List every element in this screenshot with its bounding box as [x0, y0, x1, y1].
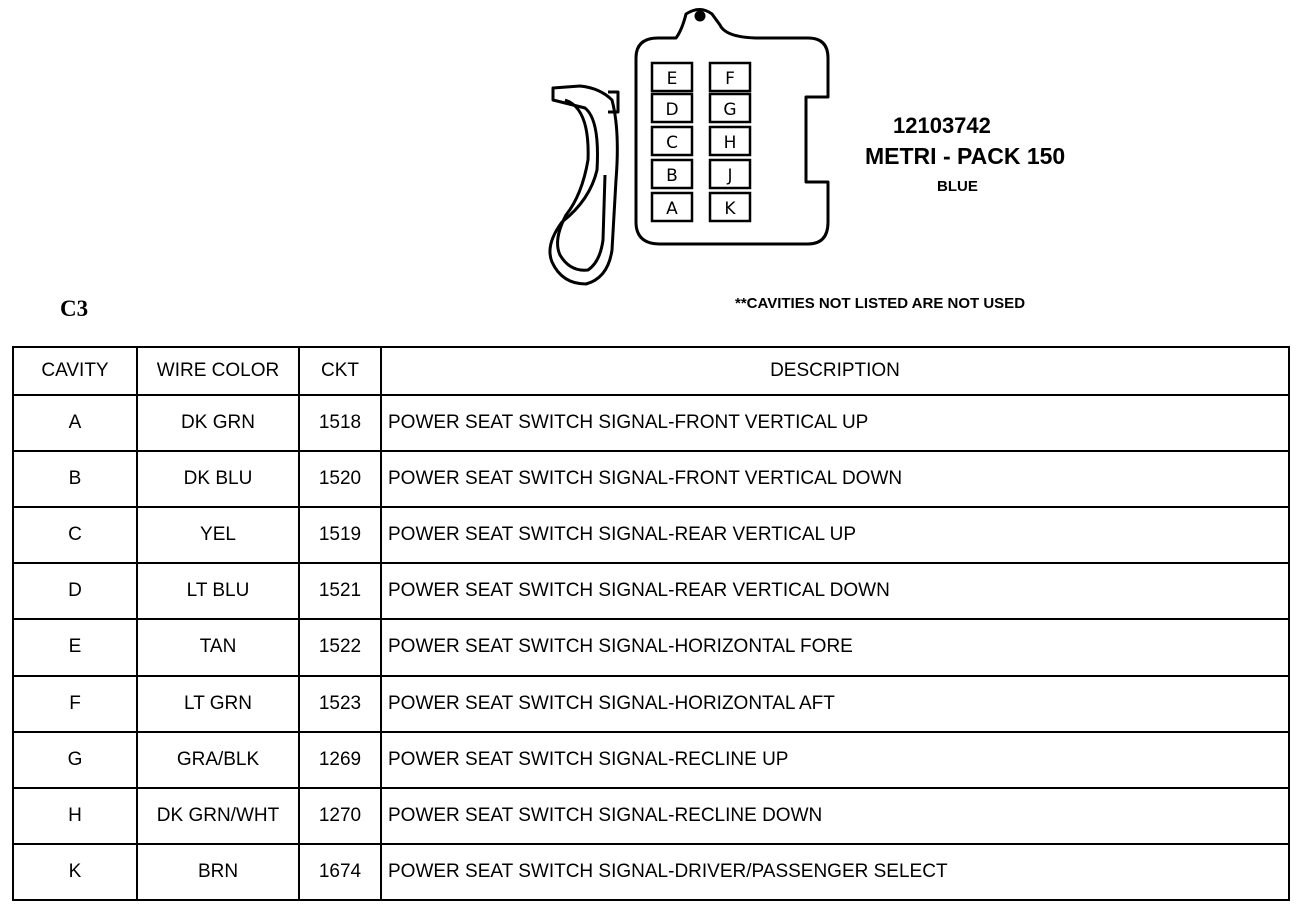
- cell-wire-color: LT GRN: [137, 676, 299, 732]
- cell-ckt: 1521: [299, 563, 381, 619]
- latch-clip: [550, 86, 618, 284]
- header-cavity: CAVITY: [13, 347, 137, 395]
- cell-ckt: 1519: [299, 507, 381, 563]
- cavity-label-e: E: [666, 69, 678, 89]
- cavity-label-b: B: [666, 166, 678, 186]
- footnote: **CAVITIES NOT LISTED ARE NOT USED: [735, 295, 1026, 312]
- cell-description: POWER SEAT SWITCH SIGNAL-RECLINE DOWN: [381, 788, 1289, 844]
- cavity-label-k: K: [724, 199, 736, 219]
- cell-ckt: 1518: [299, 395, 381, 451]
- cell-ckt: 1520: [299, 451, 381, 507]
- cell-description: POWER SEAT SWITCH SIGNAL-HORIZONTAL AFT: [381, 676, 1289, 732]
- table-row: [13, 563, 1289, 619]
- table-row: [13, 676, 1289, 732]
- table-row: [13, 395, 1289, 451]
- cell-wire-color: TAN: [137, 619, 299, 675]
- table-row: [13, 619, 1289, 675]
- cell-wire-color: DK GRN: [137, 395, 299, 451]
- header-description: DESCRIPTION: [381, 347, 1289, 395]
- cell-wire-color: BRN: [137, 844, 299, 900]
- cavity-label-g: G: [723, 100, 737, 120]
- cell-cavity: H: [13, 788, 137, 844]
- connector-color: BLUE: [937, 178, 978, 195]
- cavity-label-a: A: [666, 199, 678, 219]
- cavity-label-c: C: [666, 133, 678, 153]
- header-wire-color: WIRE COLOR: [137, 347, 299, 395]
- connector-diagram: [0, 0, 1312, 300]
- connector-family: METRI - PACK 150: [865, 143, 1066, 169]
- cell-cavity: F: [13, 676, 137, 732]
- cell-description: POWER SEAT SWITCH SIGNAL-DRIVER/PASSENGER SELECT: [381, 844, 1289, 900]
- cell-wire-color: GRA/BLK: [137, 732, 299, 788]
- header-ckt: CKT: [299, 347, 381, 395]
- cell-cavity: E: [13, 619, 137, 675]
- cell-description: POWER SEAT SWITCH SIGNAL-REAR VERTICAL DOWN: [381, 563, 1289, 619]
- cell-description: POWER SEAT SWITCH SIGNAL-HORIZONTAL FORE: [381, 619, 1289, 675]
- cell-cavity: A: [13, 395, 137, 451]
- cavity-label-f: F: [725, 69, 735, 89]
- table-row: [13, 507, 1289, 563]
- cell-description: POWER SEAT SWITCH SIGNAL-REAR VERTICAL UP: [381, 507, 1289, 563]
- cell-cavity: B: [13, 451, 137, 507]
- cavity-label-d: D: [665, 100, 679, 120]
- table-header-row: [13, 347, 1289, 395]
- cell-cavity: G: [13, 732, 137, 788]
- cell-ckt: 1522: [299, 619, 381, 675]
- cell-ckt: 1270: [299, 788, 381, 844]
- cell-description: POWER SEAT SWITCH SIGNAL-RECLINE UP: [381, 732, 1289, 788]
- cell-description: POWER SEAT SWITCH SIGNAL-FRONT VERTICAL DOWN: [381, 451, 1289, 507]
- cell-wire-color: YEL: [137, 507, 299, 563]
- cell-cavity: C: [13, 507, 137, 563]
- cavity-label-j: J: [727, 166, 733, 186]
- cell-ckt: 1523: [299, 676, 381, 732]
- part-number: 12103742: [893, 113, 991, 138]
- cell-wire-color: DK GRN/WHT: [137, 788, 299, 844]
- cell-ckt: 1674: [299, 844, 381, 900]
- cell-cavity: D: [13, 563, 137, 619]
- table-row: [13, 451, 1289, 507]
- pinout-table: [12, 346, 1290, 901]
- cell-wire-color: DK BLU: [137, 451, 299, 507]
- table-row: [13, 844, 1289, 900]
- cell-cavity: K: [13, 844, 137, 900]
- connector-id: C3: [60, 296, 89, 321]
- table-row: [13, 732, 1289, 788]
- cavity-label-h: H: [723, 133, 737, 153]
- cell-description: POWER SEAT SWITCH SIGNAL-FRONT VERTICAL UP: [381, 395, 1289, 451]
- cell-ckt: 1269: [299, 732, 381, 788]
- cell-wire-color: LT BLU: [137, 563, 299, 619]
- table-row: [13, 788, 1289, 844]
